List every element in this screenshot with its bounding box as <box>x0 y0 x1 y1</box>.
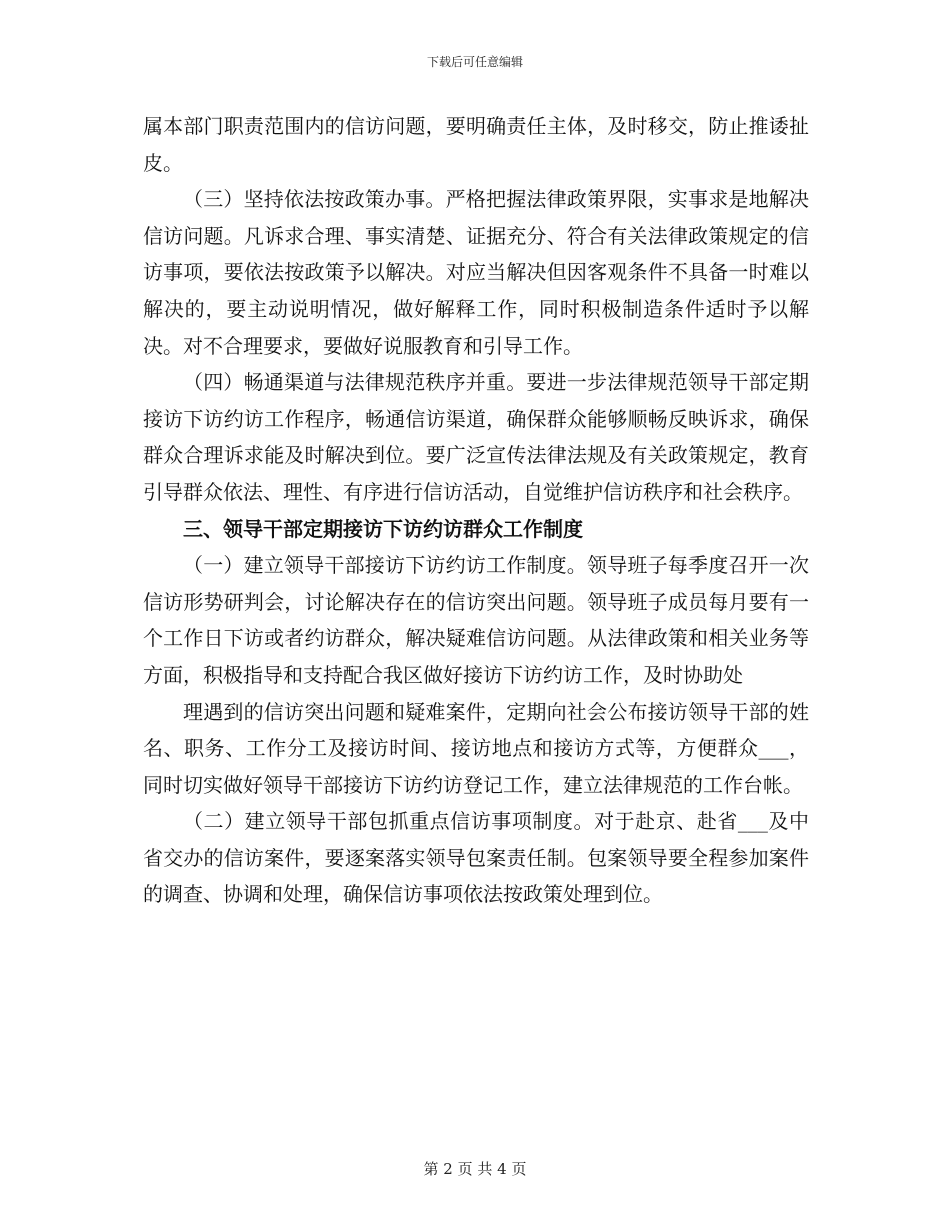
section-heading: 三、领导干部定期接访下访约访群众工作制度 <box>183 516 583 541</box>
paragraph-subsection-2: （二）建立领导干部包抓重点信访事项制度。对于赴京、赴省___及中省交办的信访案件，要逐案落实领导包案责任制。包案领导要全程参加案件的调查、协调和处理，确保信访事项依法按政策处理到位。 <box>143 809 809 907</box>
paragraph-subsection-1-continued: 理遇到的信访突出问题和疑难案件，定期向社会公布接访领导干部的姓名、职务、工作分工及接访时间、接访地点和接访方式等，方便群众___，同时切实做好领导干部接访下访约访登记工作，建立法律规范的工作台帐。 <box>143 699 809 797</box>
paragraph-section-4: （四）畅通渠道与法律规范秩序并重。要进一步法律规范领导干部定期接访下访约访工作程序，畅通信访渠道，确保群众能够顺畅反映诉求，确保群众合理诉求能及时解决到位。要广泛宣传法律法规及有关政策规定，教育引导群众依法、理性、有序进行信访活动，自觉维护信访秩序和社会秩序。 <box>143 370 809 504</box>
paragraph-subsection-1: （一）建立领导干部接访下访约访工作制度。领导班子每季度召开一次信访形势研判会，讨论解决存在的信访突出问题。领导班子成员每月要有一个工作日下访或者约访群众，解决疑难信访问题。从法律政策和相关业务等方面，积极指导和支持配合我区做好接访下访约访工作，及时协助处 <box>143 553 809 687</box>
paragraph-section-3: （三）坚持依法按政策办事。严格把握法律政策界限，实事求是地解决信访问题。凡诉求合理、事实清楚、证据充分、符合有关法律政策规定的信访事项，要依法按政策予以解决。对应当解决但因客观条件不具备一时难以解决的，要主动说明情况，做好解释工作，同时积极制造条件适时予以解决。对不合理要求，要做好说服教育和引导工作。 <box>143 187 809 358</box>
document-body <box>143 108 809 913</box>
page-footer: 第 2 页 共 4 页 <box>423 1160 527 1178</box>
paragraph-continuation: 属本部门职责范围内的信访问题，要明确责任主体，及时移交，防止推诿扯皮。 <box>143 114 809 175</box>
page-header: 下载后可任意编辑 <box>426 55 523 69</box>
